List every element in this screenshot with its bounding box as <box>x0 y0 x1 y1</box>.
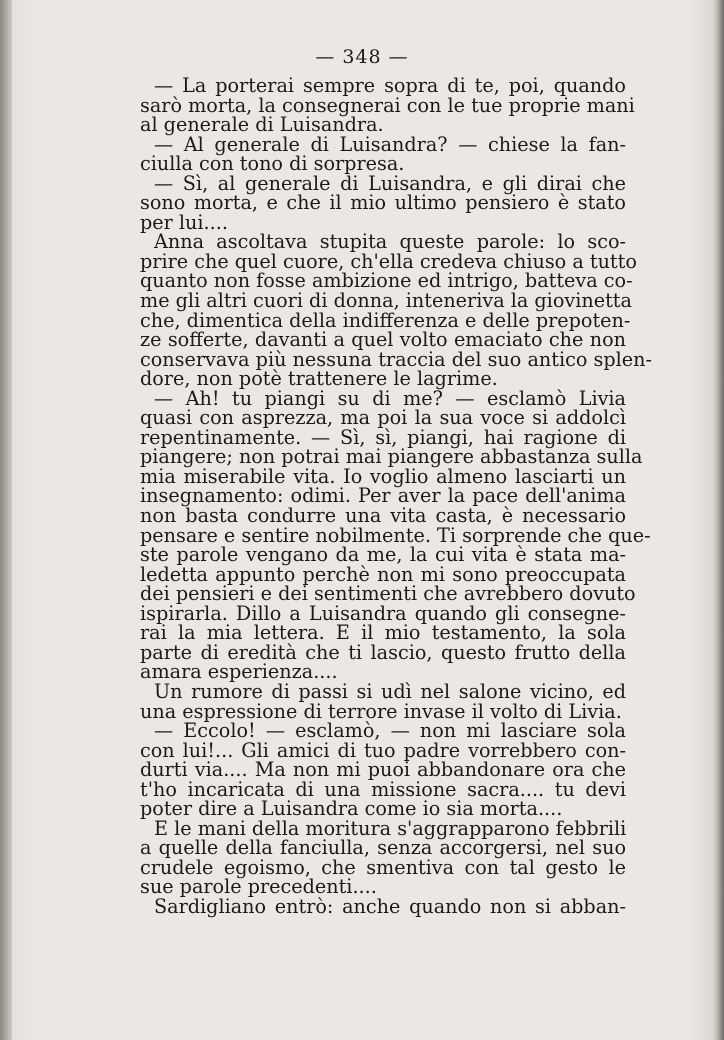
text-line: Anna ascoltava stupita queste parole: lo sco- <box>154 230 626 254</box>
right-page-edge <box>716 0 724 1040</box>
text-line: dore, non potè trattenere le lagrime. <box>140 367 498 391</box>
text-line: — Eccolo! — esclamò, — non mi lasciare sola <box>154 719 626 743</box>
body-text <box>140 74 652 918</box>
text-line: che, dimentica della indifferenza e delle prepoten- <box>140 308 631 332</box>
text-line: durti via.... Ma non mi puoi abbandonare ora che <box>140 758 626 782</box>
text-line: con lui!... Gli amici di tuo padre vorrebbero con- <box>140 738 626 762</box>
text-line: repentinamente. — Sì, sì, piangi, hai ragione di <box>140 425 626 449</box>
text-line: pensare e sentire nobilmente. Ti sorprende che que- <box>140 523 651 547</box>
text-line: parte di eredità che ti lascio, questo frutto della <box>140 640 626 664</box>
text-line: insegnamento: odimi. Per aver la pace dell'anima <box>140 484 626 508</box>
text-line: — La porterai sempre sopra di te, poi, quando <box>154 74 626 97</box>
text-line: t'ho incaricata di una missione sacra.... tu devi <box>140 777 626 801</box>
text-line: a quelle della fanciulla, senza accorgersi, nel suo <box>140 836 626 860</box>
text-line: al generale di Luisandra. <box>140 113 384 137</box>
text-line: ciulla con tono di sorpresa. <box>140 152 405 176</box>
text-line: me gli altri cuori di donna, inteneriva la giovinetta <box>140 289 632 313</box>
text-line: una espressione di terrore invase il volto di Livia. <box>140 699 622 723</box>
text-line: rai la mia lettera. E il mio testamento, la sola <box>140 621 626 645</box>
text-line: Un rumore di passi si udì nel salone vicino, ed <box>154 679 626 703</box>
text-line: ledetta appunto perchè non mi sono preoccupata <box>140 562 626 586</box>
text-line: amara esperienza.... <box>140 660 338 684</box>
text-line: piangere; non potrai mai piangere abbastanza sulla <box>140 445 643 469</box>
text-line: poter dire a Luisandra come io sia morta.... <box>140 797 563 821</box>
text-line: sono morta, e che il mio ultimo pensiero è stato <box>140 191 626 215</box>
text-line: conservava più nessuna traccia del suo antico splen- <box>140 347 652 371</box>
text-line: — Sì, al generale di Luisandra, e gli dirai che <box>154 171 626 195</box>
left-page-edge <box>0 0 12 1040</box>
text-line: sarò morta, la consegnerai con le tue proprie mani <box>140 93 635 117</box>
text-line: ispirarla. Dillo a Luisandra quando gli consegne- <box>140 601 626 625</box>
text-line: mia miserabile vita. Io voglio almeno lasciarti un <box>140 464 626 488</box>
text-line: ze sofferte, davanti a quel volto emaciato che non <box>140 328 626 352</box>
text-line: per lui.... <box>140 210 228 234</box>
text-line: Sardigliano entrò: anche quando non si abban- <box>154 894 626 918</box>
text-line: E le mani della moritura s'aggrapparono febbrili <box>154 816 627 840</box>
text-line: crudele egoismo, che smentiva con tal gesto le <box>140 855 626 879</box>
text-line: sue parole precedenti.... <box>140 875 377 899</box>
text-line: non basta condurre una vita casta, è necessario <box>140 504 626 528</box>
text-line: quanto non fosse ambizione ed intrigo, batteva co- <box>140 269 633 293</box>
text-line: quasi con asprezza, ma poi la sua voce si addolcì <box>140 406 626 430</box>
page-number: — 348 — <box>315 46 409 68</box>
text-line: prire che quel cuore, ch'ella credeva chiuso a tutto <box>140 249 637 273</box>
text-line: — Ah! tu piangi su di me? — esclamò Livia <box>154 386 626 410</box>
text-line: ste parole vengano da me, la cui vita è stata ma- <box>140 543 626 567</box>
text-line: dei pensieri e dei sentimenti che avrebbero dovuto <box>140 582 636 606</box>
text-line: — Al generale di Luisandra? — chiese la fan- <box>154 132 626 156</box>
